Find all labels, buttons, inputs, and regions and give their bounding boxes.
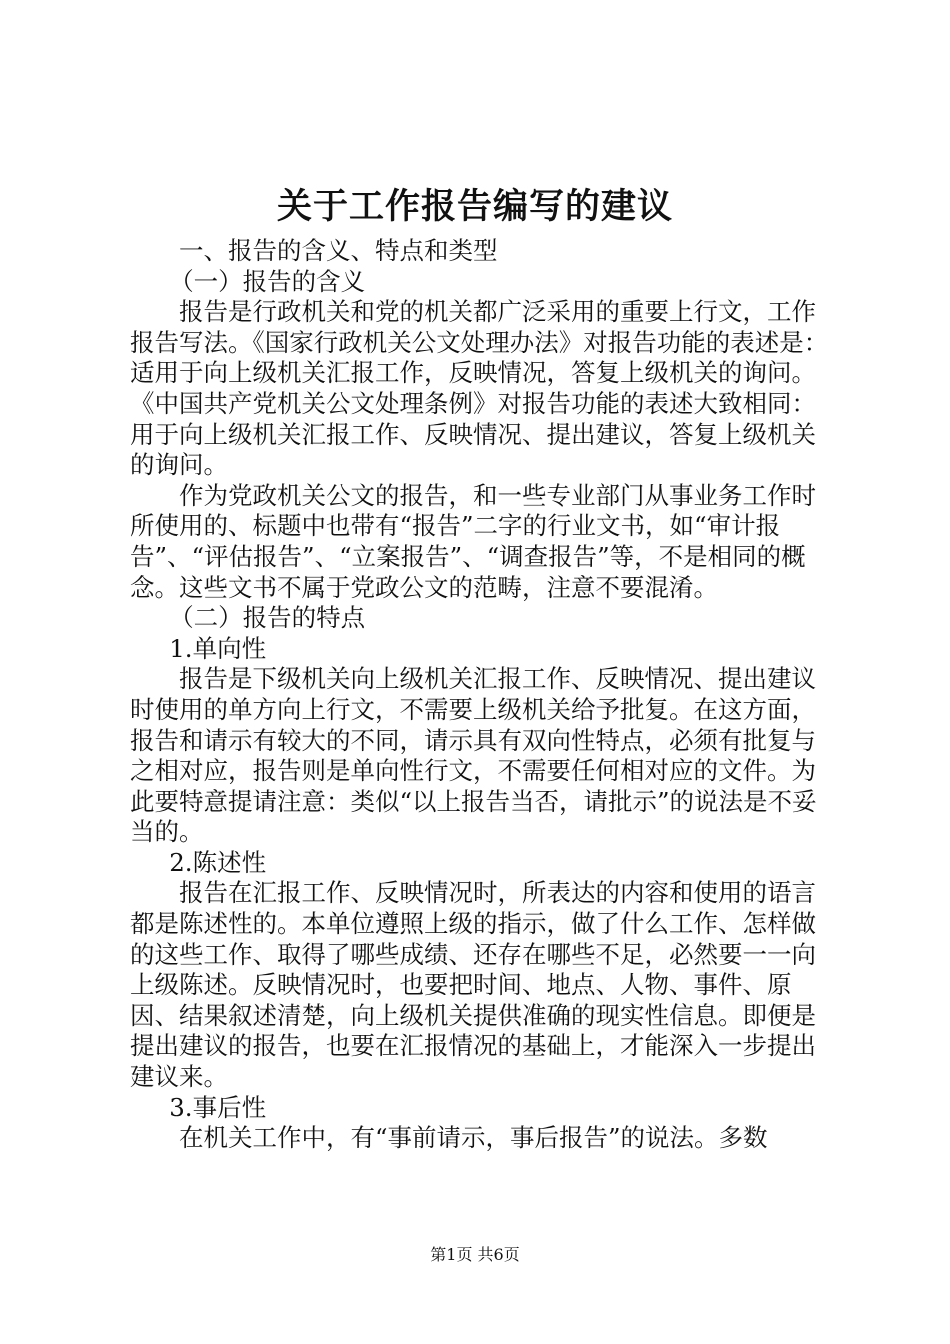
page-number: 第1页 共6页 <box>430 1245 520 1264</box>
body-paragraph: 在机关工作中，有“事前请示，事后报告”的说法。多数 <box>179 1123 768 1153</box>
body-paragraph: 报告是行政机关和党的机关都广泛采用的重要上行文，工作报告写法。《国家行政机关公文处理办法》对报告功能的表述是：适用于向上级机关汇报工作，反映情况，答复上级机关的询问。《中国共产党机关公文处理条例》对报告功能的表述大致相同：用于向上级机关汇报工作、反映情况、提出建议，答复上级机关的询问。 <box>130 297 829 480</box>
point-heading: 3.事后性 <box>169 1092 267 1122</box>
section-heading: 一、报告的含义、特点和类型 <box>179 236 498 265</box>
document-title: 关于工作报告编写的建议 <box>276 186 673 227</box>
point-heading: 1.单向性 <box>169 633 267 663</box>
document-body <box>130 236 830 1154</box>
body-paragraph: 报告在汇报工作、反映情况时，所表达的内容和使用的语言都是陈述性的。本单位遵照上级的指示，做了什么工作、怎样做的这些工作、取得了哪些成绩、还存在哪些不足，必然要一一向上级陈述。反映情况时，也要把时间、地点、人物、事件、原因、结果叙述清楚，向上级机关提供准确的现实性信息。即便是提出建议的报告，也要在汇报情况的基础上，才能深入一步提出建议来。 <box>130 878 816 1092</box>
body-paragraph: 报告是下级机关向上级机关汇报工作、反映情况、提出建议时使用的单方向上行文，不需要上级机关给予批复。在这方面，报告和请示有较大的不同，请示具有双向性特点，必须有批复与之相对应，报告则是单向性行文，不需要任何相对应的文件。为此要特意提请注意：类似“以上报告当否，请批示”的说法是不妥当的。 <box>130 664 817 847</box>
point-heading: 2.陈述性 <box>169 847 267 877</box>
subsection-heading: （一）报告的含义 <box>169 266 366 296</box>
subsection-heading: （二）报告的特点 <box>169 603 366 633</box>
body-paragraph: 作为党政机关公文的报告，和一些专业部门从事业务工作时所使用的、标题中也带有“报告”二字的行业文书，如“审计报告”、“评估报告”、“立案报告”、“调查报告”等，不是相同的概念。这些文书不属于党政公文的范畴，注意不要混淆。 <box>130 480 816 602</box>
